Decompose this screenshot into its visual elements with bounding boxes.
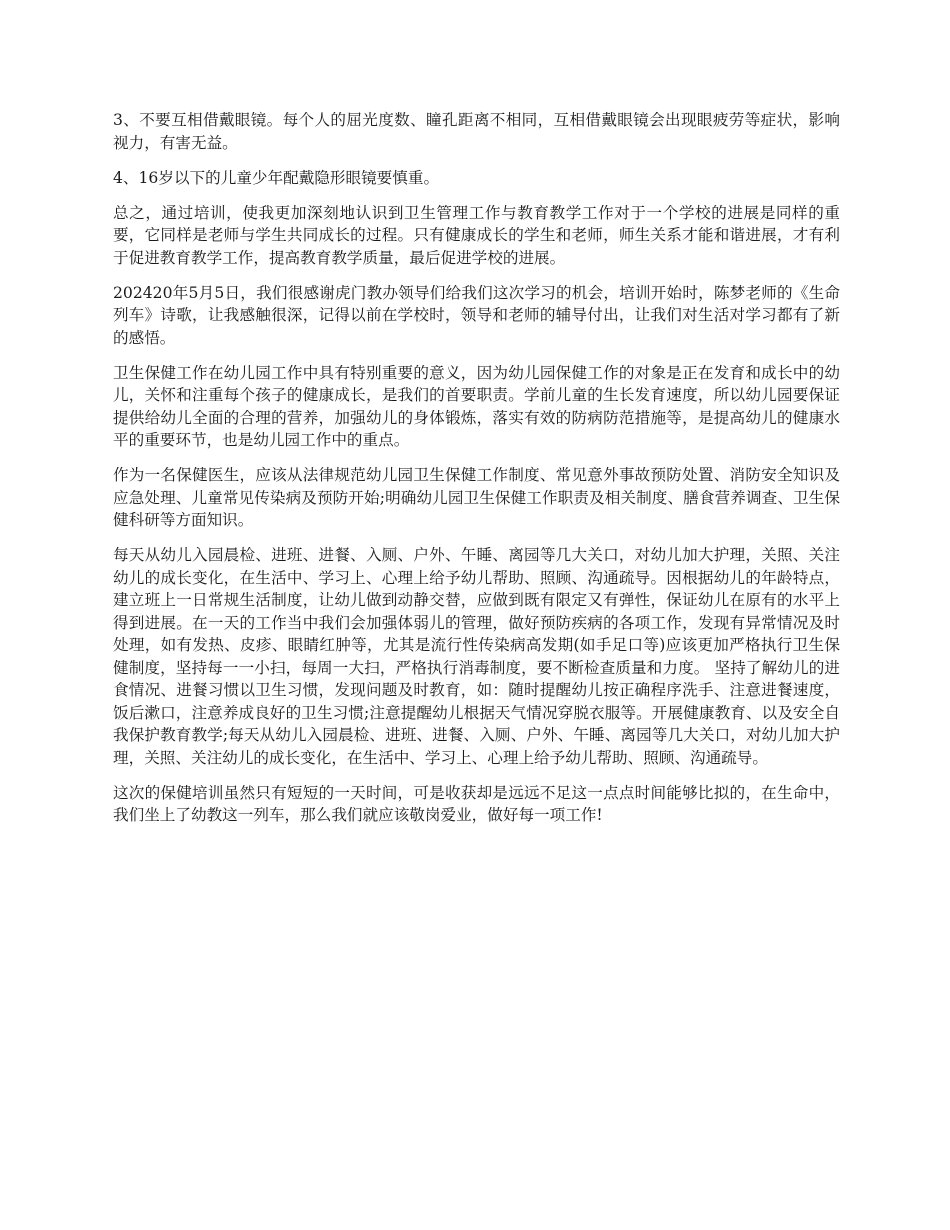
document-body xyxy=(113,109,840,839)
paragraph-doctor-role: 作为一名保健医生，应该从法律规范幼儿园卫生保健工作制度、常见意外事故预防处置、消防安全知识及应急处理、儿童常见传染病及预防开始;明确幼儿园卫生保健工作职责及相关制度、膳食营养调查、卫生保健科研等方面知识。 xyxy=(113,466,840,529)
paragraph-summary: 总之，通过培训，使我更加深刻地认识到卫生管理工作与教育教学工作对于一个学校的进展是同样的重要，它同样是老师与学生共同成长的过程。只有健康成长的学生和老师，师生关系才能和谐进展，才有利于促进教育教学工作，提高教育教学质量，最后促进学校的进展。 xyxy=(113,203,840,267)
paragraph-conclusion: 这次的保健培训虽然只有短短的一天时间，可是收获却是远远不足这一点点时间能够比拟的，在生命中，我们坐上了幼教这一列车，那么我们就应该敬岗爱业，做好每一项工作! xyxy=(113,783,840,824)
paragraph-contact-lenses: 4、16岁以下的儿童少年配戴隐形眼镜要慎重。 xyxy=(113,168,440,187)
paragraph-daily-routine: 每天从幼儿入园晨检、进班、进餐、入厕、户外、午睡、离园等几大关口，对幼儿加大护理，关照、关注幼儿的成长变化，在生活中、学习上、心理上给予幼儿帮助、照顾、沟通疏导。因根据幼儿的年龄特点，建立班上一日常规生活制度，让幼儿做到动静交替，应做到既有限定又有弹性，保证幼儿在原有的水平上得到进展。在一天的工作当中我们会加强体弱儿的管理，做好预防疾病的各项工作，发现有异常情况及时处理，如有发热、皮疹、眼睛红肿等，尤其是流行性传染病高发期(如手足口等)应该更加严格执行卫生保健制度，坚持每一一小扫，每周一大扫，严格执行消毒制度，要不断检查质量和力度。 坚持了解幼儿的进食情况、进餐习惯以卫生习惯，发现问题及时教育，如：随时提醒幼儿按正确程序洗手、注意进餐速度，饭后漱口，注意养成良好的卫生习惯;注意提醒幼儿根据天气情况穿脱衣服等。开展健康教育、以及安全自我保护教育教学;每天从幼儿入园晨检、进班、进餐、入厕、户外、午睡、离园等几大关口，对幼儿加大护理，关照、关注幼儿的成长变化，在生活中、学习上、心理上给予幼儿帮助、照顾、沟通疏导。 xyxy=(113,546,840,767)
paragraph-training-date: 202420年5月5日，我们很感谢虎门教办领导们给我们这次学习的机会，培训开始时，陈梦老师的《生命列车》诗歌，让我感触很深，记得以前在学校时，领导和老师的辅导付出，让我们对生活对学习都有了新的感悟。 xyxy=(113,283,840,347)
paragraph-health-care-importance: 卫生保健工作在幼儿园工作中具有特别重要的意义，因为幼儿园保健工作的对象是正在发育和成长中的幼儿，关怀和注重每个孩子的健康成长，是我们的首要职责。学前儿童的生长发育速度，所以幼儿园要保证提供给幼儿全面的合理的营养，加强幼儿的身体锻炼，落实有效的防病防范措施等，是提高幼儿的健康水平的重要环节，也是幼儿园工作中的重点。 xyxy=(113,363,840,449)
paragraph-glasses-sharing: 3、不要互相借戴眼镜。每个人的屈光度数、瞳孔距离不相同，互相借戴眼镜会出现眼疲劳等症状，影响视力，有害无益。 xyxy=(113,111,840,152)
